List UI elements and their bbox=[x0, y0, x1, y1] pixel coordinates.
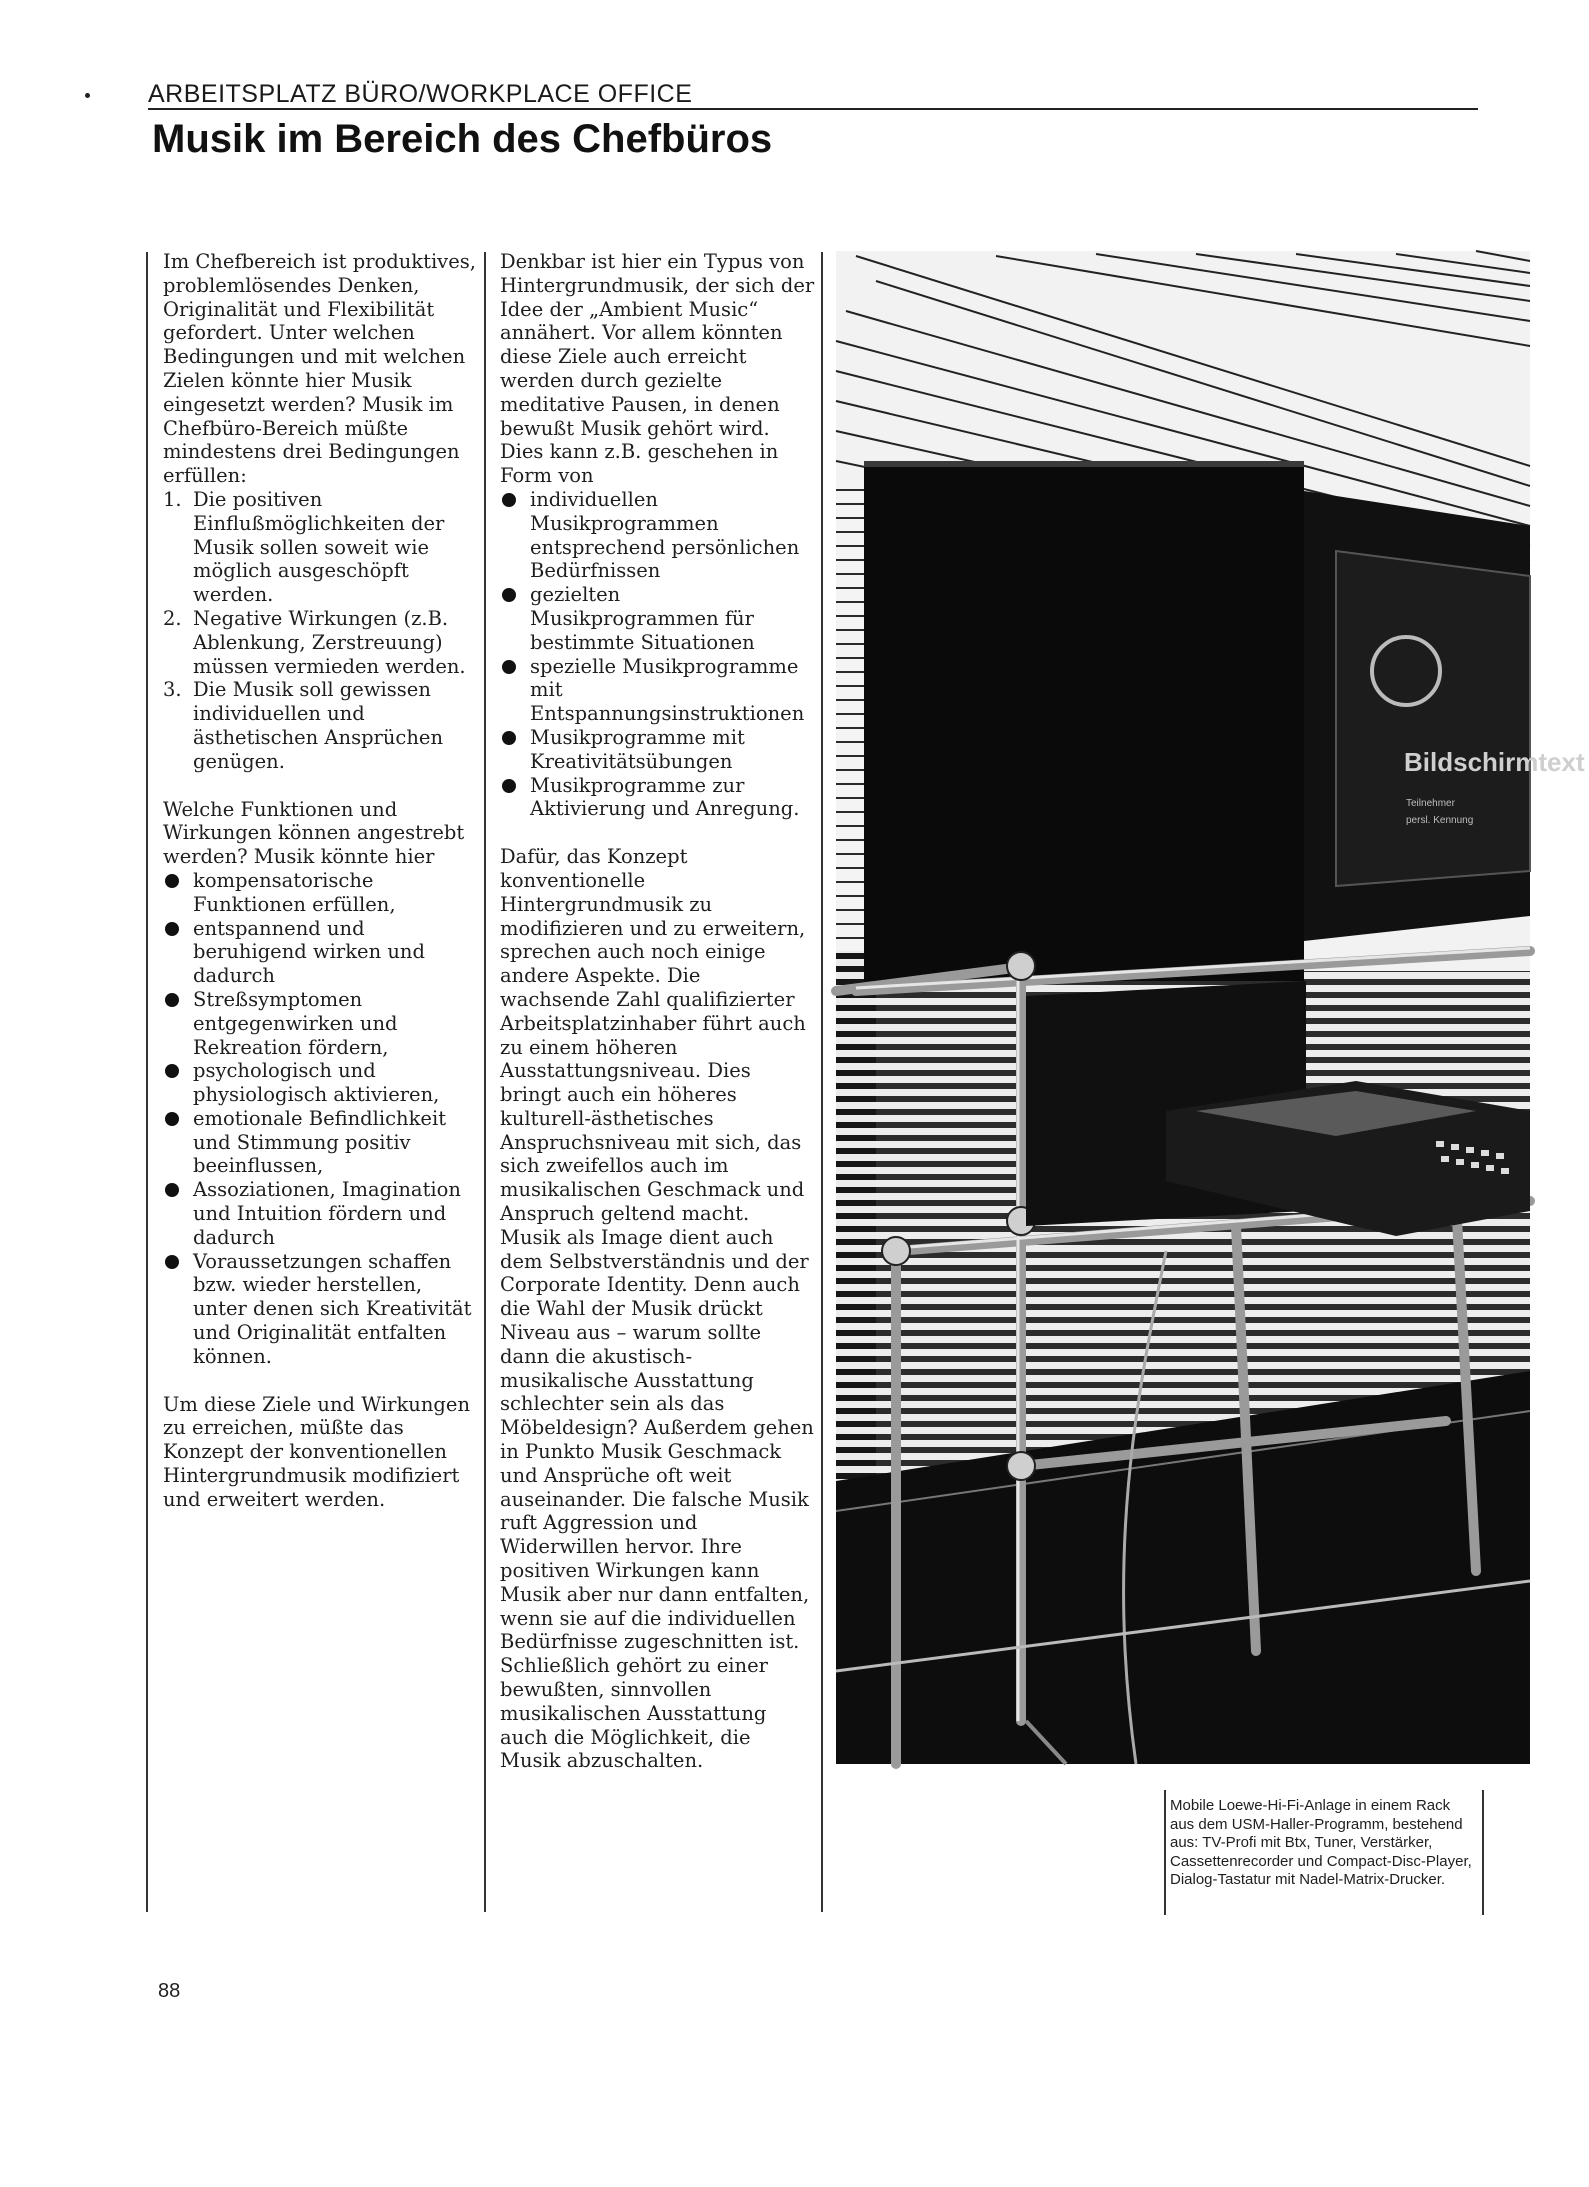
function-item: entspannend und beruhigend wirken und dadurch bbox=[163, 917, 478, 988]
condition-item bbox=[163, 607, 478, 678]
function-item: Streßsymptomen entgegenwirken und Rekreation fördern, bbox=[163, 988, 478, 1059]
column-2-intro: Denkbar ist hier ein Typus von Hintergrundmusik, der sich der Idee der „Ambient Music“ annähert. Vor allem könnten diese Ziele auch erreicht werden durch gezielte meditative Pausen, in denen bewußt Musik gehört wird. Dies kann z.B. geschehen in Form von bbox=[500, 250, 815, 488]
screen-subtext-2: persl. Kennung bbox=[1406, 815, 1474, 826]
form-item: Musikprogramme zur Aktivierung und Anregung. bbox=[500, 774, 815, 822]
forms-list bbox=[500, 488, 815, 821]
column-rule-middle bbox=[484, 252, 486, 1912]
function-item: emotionale Befindlichkeit und Stimmung positiv beeinflussen, bbox=[163, 1107, 478, 1178]
function-item: Assoziationen, Imagination und Intuition fördern und dadurch bbox=[163, 1178, 478, 1249]
column-2 bbox=[500, 250, 815, 1797]
condition-number: 1. bbox=[163, 487, 182, 511]
function-item: kompensatorische Funktionen erfüllen, bbox=[163, 869, 478, 917]
screen-subtext-1: Teilnehmer bbox=[1406, 798, 1455, 809]
form-item: gezielten Musikprogrammen für bestimmte Situationen bbox=[500, 583, 815, 654]
screen-title-text: Bildschirmtext bbox=[1404, 747, 1585, 777]
condition-text: Negative Wirkungen (z.B. Ablenkung, Zerstreuung) müssen vermieden werden. bbox=[193, 606, 466, 678]
condition-item bbox=[163, 678, 478, 773]
caption-rule-right bbox=[1482, 1790, 1484, 1915]
tv-cabinet bbox=[864, 461, 1304, 981]
condition-text: Die Musik soll gewissen individuellen und ästhetischen Ansprüchen genügen. bbox=[193, 678, 444, 773]
condition-number: 3. bbox=[163, 678, 182, 702]
function-item: psychologisch und physiologisch aktivieren, bbox=[163, 1059, 478, 1107]
form-item: spezielle Musikprogramme mit Entspannungsinstruktionen bbox=[500, 655, 815, 726]
functions-list bbox=[163, 869, 478, 1369]
page-number: 88 bbox=[158, 1980, 181, 2002]
column-2-body: Dafür, das Konzept konventionelle Hintergrundmusik zu modifizieren und zu erweitern, sprechen auch noch einige andere Aspekte. Die wachsende Zahl qualifizierter Arbeitsplatzinhaber führt auch zu einem höheren Ausstattungsniveau. Dies bringt auch ein höheres kulturell-ästhetisches Anspruchsniveau mit sich, das sich zweifellos auch im musikalischen Geschmack und Anspruch geltend macht. Musik als Image dient auch dem Selbstverständnis und der Corporate Identity. Denn auch die Wahl der Musik drückt Niveau aus – warum sollte dann die akustisch-musikalische Ausstattung schlechter sein als das Möbeldesign? Außerdem gehen in Punkto Musik Geschmack und Ansprüche oft weit auseinander. Die falsche Musik ruft Aggression und Widerwillen hervor. Ihre positiven Wirkungen kann Musik aber nur dann entfalten, wenn sie auf die individuellen Bedürfnisse zugeschnitten ist. Schließlich gehört zu einer bewußten, sinnvollen musikalischen Ausstattung auch die Möglichkeit, die Musik abzuschalten. bbox=[500, 845, 814, 1773]
column-1-intro: Im Chefbereich ist produktives, problemlösendes Denken, Originalität und Flexibilität gefordert. Unter welchen Bedingungen und mit welchen Zielen könnte hier Musik eingesetzt werden? Musik im Chefbüro-Bereich müßte mindestens drei Bedingungen erfüllen: bbox=[163, 250, 476, 488]
hifi-rack-photo bbox=[836, 251, 1585, 1764]
conditions-list bbox=[163, 488, 478, 774]
functions-intro: Welche Funktionen und Wirkungen können angestrebt werden? Musik könnte hier bbox=[163, 797, 465, 869]
margin-mark bbox=[85, 93, 90, 98]
condition-item bbox=[163, 488, 478, 607]
condition-text: Die positiven Einflußmöglichkeiten der Musik sollen soweit wie möglich ausgeschöpft werden. bbox=[193, 487, 445, 607]
column-1-closing: Um diese Ziele und Wirkungen zu erreichen, müßte das Konzept der konventionellen Hintergrundmusik modifiziert und erweitert werden. bbox=[163, 1392, 471, 1511]
photo-illustration bbox=[836, 251, 1585, 1764]
condition-number: 2. bbox=[163, 606, 182, 630]
header-rule bbox=[148, 108, 1478, 110]
photo-caption: Mobile Loewe-Hi-Fi-Anlage in einem Rack aus dem USM-Haller-Programm, bestehend aus: TV-Profi mit Btx, Tuner, Verstärker, Cassettenrecorder und Compact-Disc-Player, Dialog-Tastatur mit Nadel-Matrix-Drucker. bbox=[1170, 1797, 1472, 1888]
function-item: Voraussetzungen schaffen bzw. wieder herstellen, unter denen sich Kreativität und Originalität entfalten können. bbox=[163, 1250, 478, 1369]
column-rule-left bbox=[146, 252, 148, 1912]
column-1 bbox=[163, 250, 478, 1536]
form-item: Musikprogramme mit Kreativitätsübungen bbox=[500, 726, 815, 774]
column-rule-right bbox=[821, 252, 823, 1912]
page-title: Musik im Bereich des Chefbüros bbox=[152, 117, 773, 161]
form-item: individuellen Musikprogrammen entsprechend persönlichen Bedürfnissen bbox=[500, 488, 815, 583]
section-label: ARBEITSPLATZ BÜRO/WORKPLACE OFFICE bbox=[148, 80, 693, 108]
caption-rule-left bbox=[1164, 1790, 1166, 1915]
